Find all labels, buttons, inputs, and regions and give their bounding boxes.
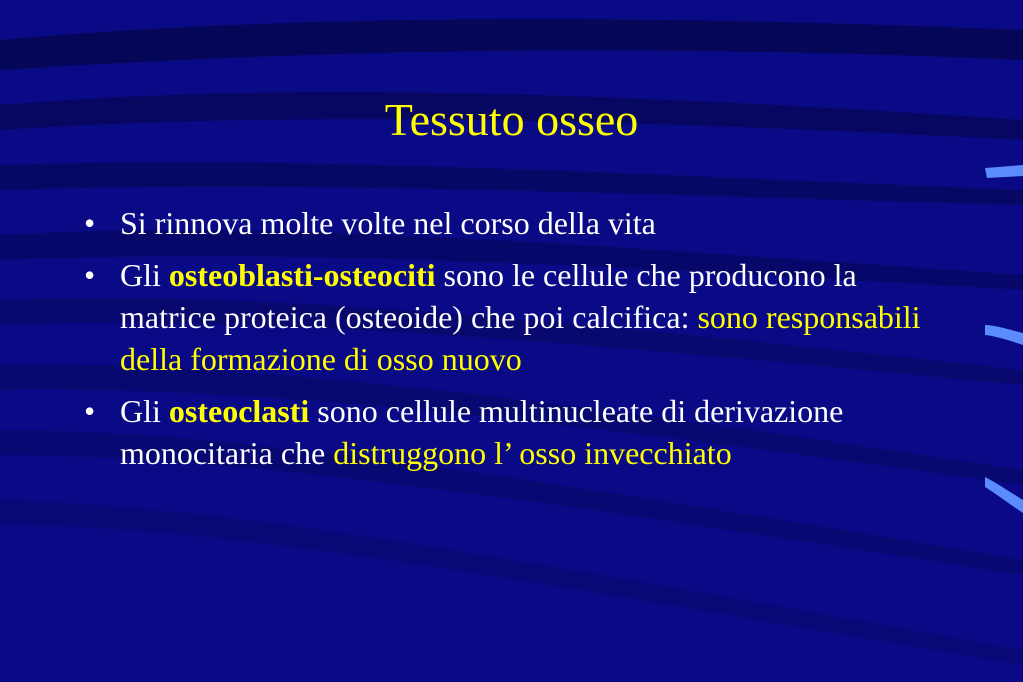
bullet-item — [84, 202, 924, 244]
bullet-list — [84, 202, 924, 484]
bullet-highlight: sono responsabili della formazione di osso nuovo — [120, 299, 921, 377]
slide-title: Tessuto osseo — [384, 94, 639, 145]
bullet-item — [84, 390, 924, 474]
bullet-text: sono cellule multinucleate di derivazione monocitaria che — [120, 393, 844, 471]
bullet-term: osteoclasti — [168, 393, 310, 429]
bullet-marker: • — [84, 205, 96, 241]
bullet-term: osteoblasti-osteociti — [168, 257, 436, 293]
bullet-text: Si rinnova molte volte nel corso della vita — [120, 205, 656, 241]
bullet-text: sono le cellule che producono la matrice proteica (osteoide) che poi calcifica: — [120, 257, 857, 335]
bullet-prefix: Gli — [120, 393, 169, 429]
bullet-item — [84, 254, 924, 380]
bullet-marker: • — [84, 393, 96, 429]
bullet-marker: • — [84, 257, 96, 293]
bullet-prefix: Gli — [120, 257, 169, 293]
bullet-highlight: distruggono l’ osso invecchiato — [333, 435, 732, 471]
